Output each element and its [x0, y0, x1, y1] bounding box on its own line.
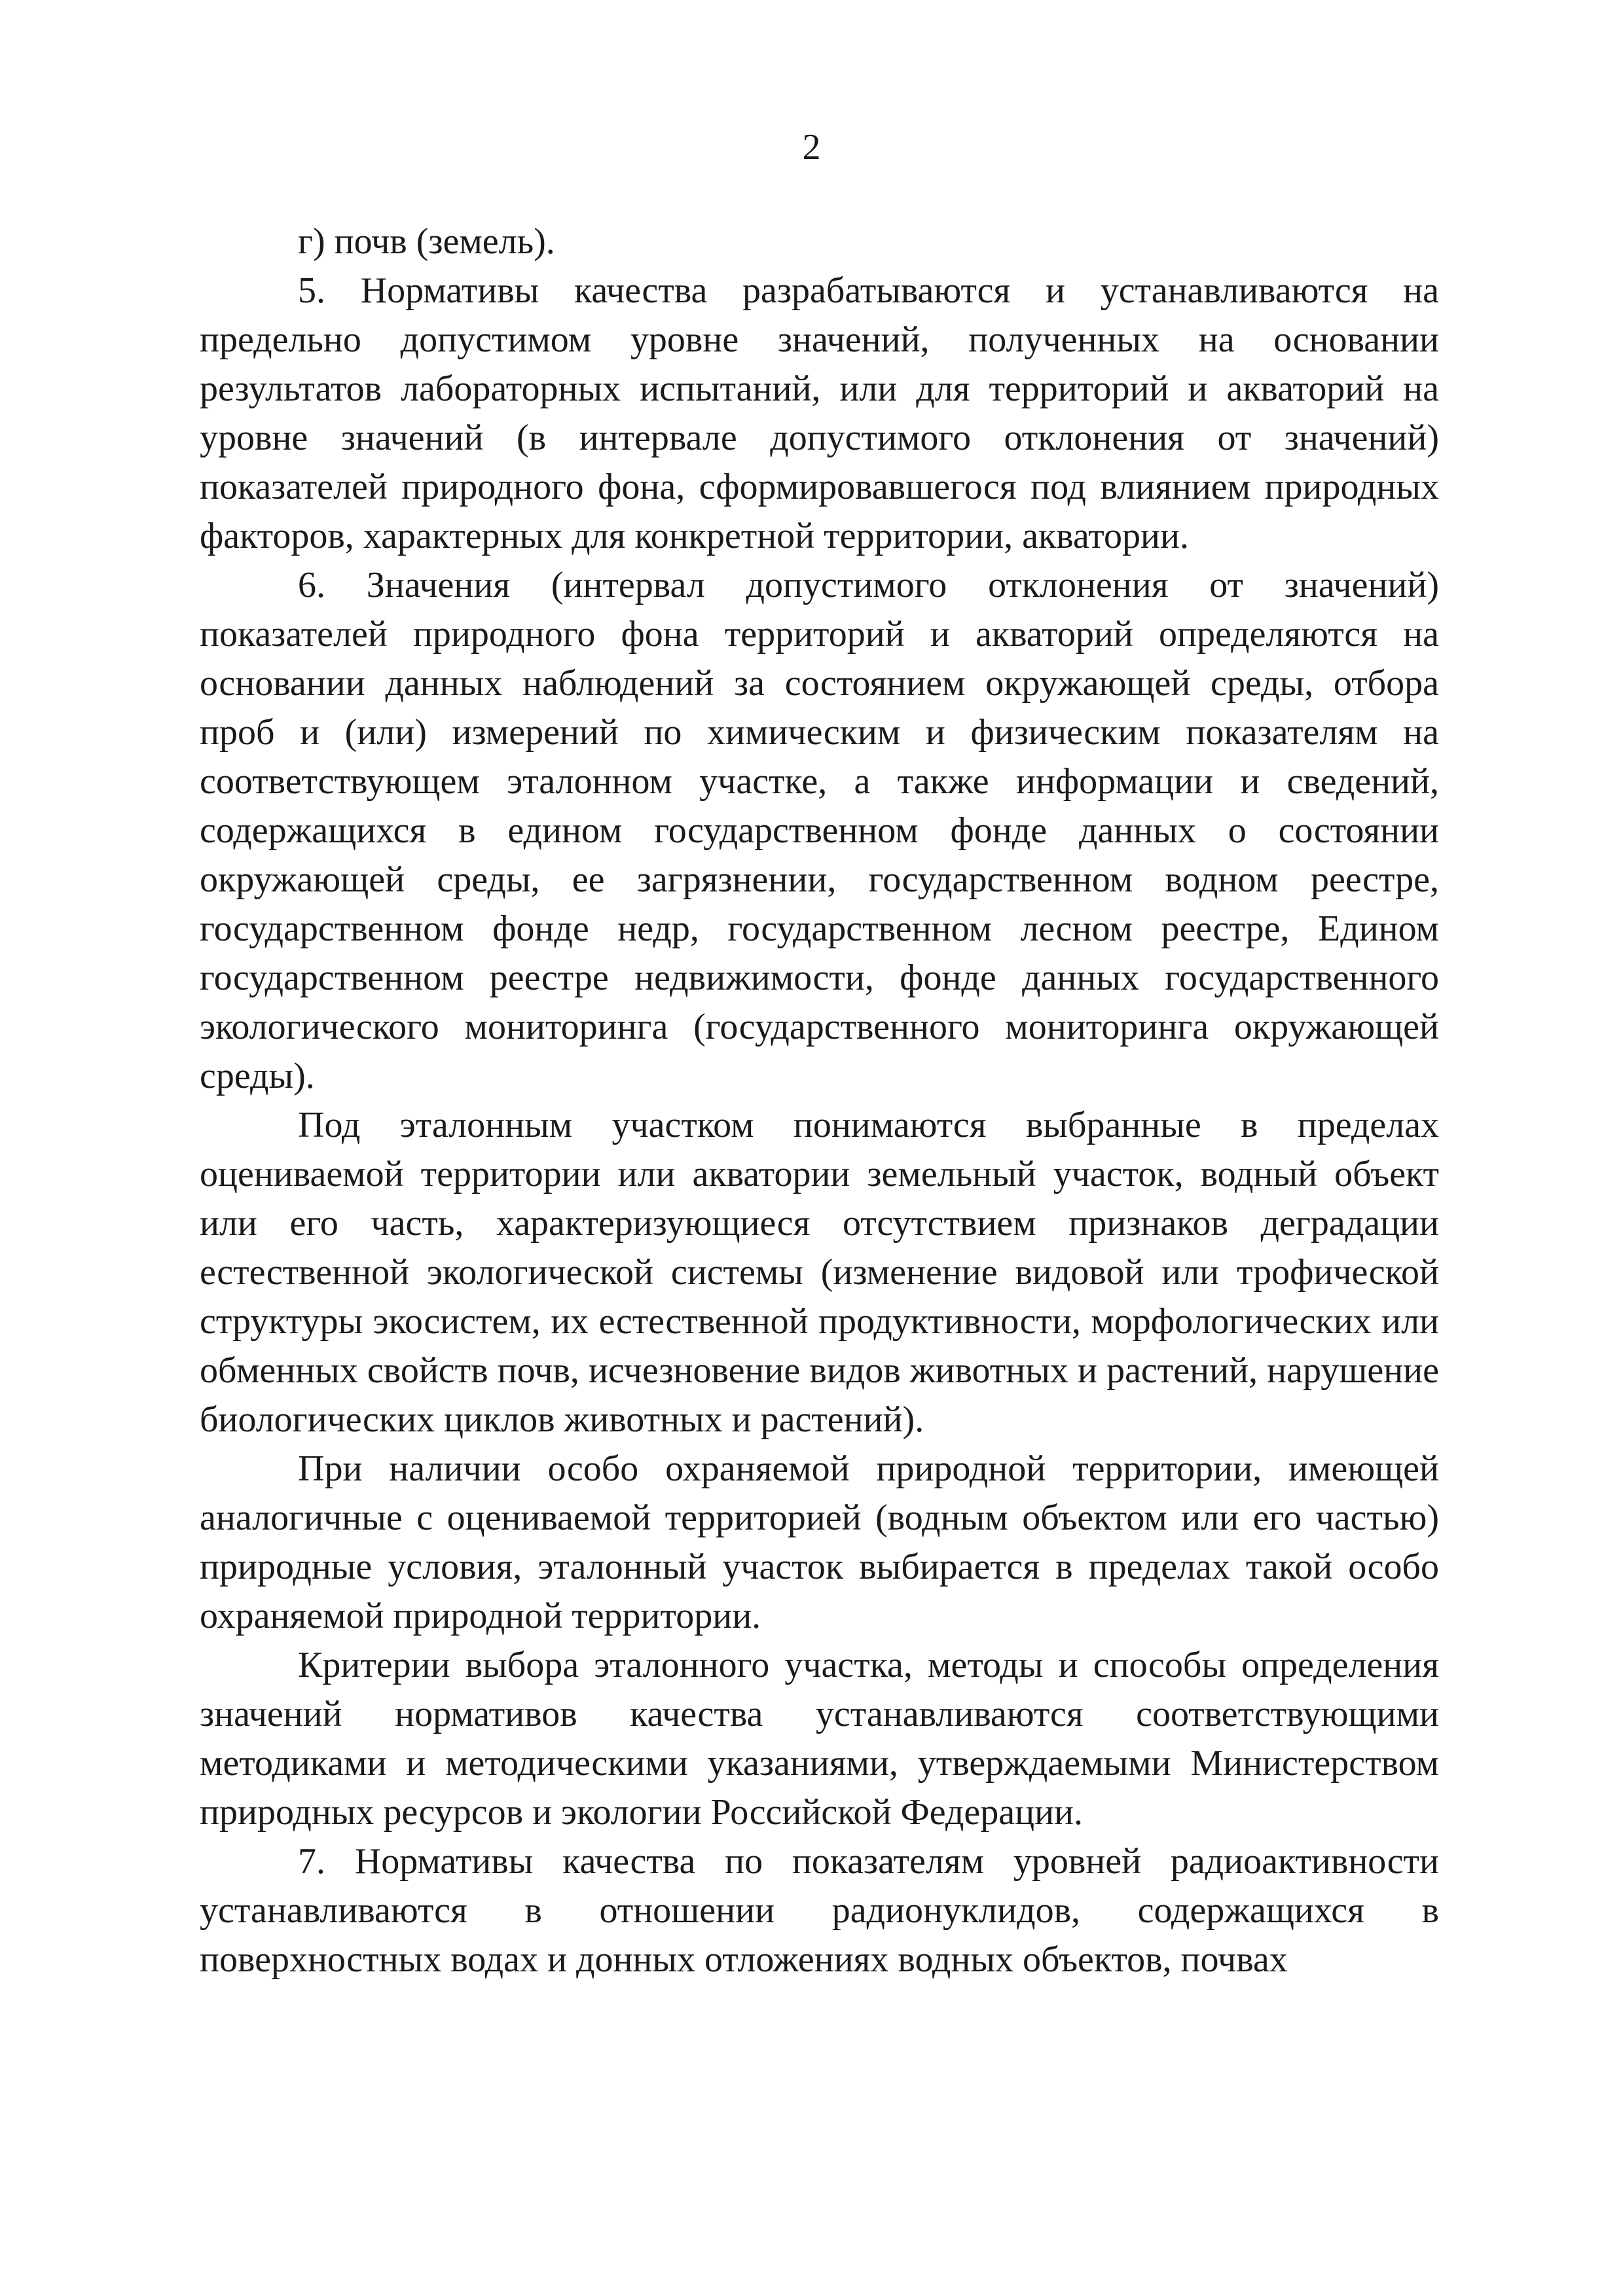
paragraph-item-g-soils: г) почв (земель).	[298, 221, 555, 262]
paragraph-point-5: 5. Нормативы качества разрабатываются и устанавливаются на предельно допустимом уровне значений, полученных на основании результатов лабораторных испытаний, или для территорий и акваторий на уровне значений (в интервале допустимого отклонения от значений) показателей природного фона, сформировавшегося под влиянием природных факторов, характерных для конкретной территории, акватории.	[200, 270, 1439, 556]
paragraph-point-7: 7. Нормативы качества по показателям уровней радиоактивности устанавливаются в отношении радионуклидов, содержащихся в поверхностных водах и донных отложениях водных объектов, почвах	[200, 1841, 1439, 1980]
page-number: 2	[802, 127, 821, 168]
paragraph-point-6: 6. Значения (интервал допустимого отклонения от значений) показателей природного фона территорий и акваторий определяются на основании данных наблюдений за состоянием окружающей среды, отбора проб и (или) измерений по химическим и физическим показателям на соответствующем эталонном участке, а также информации и сведений, содержащихся в едином государственном фонде данных о состоянии окружающей среды, ее загрязнении, государственном водном реестре, государственном фонде недр, государственном лесном реестре, Едином государственном реестре недвижимости, фонде данных государственного экологического мониторинга (государственного мониторинга окружающей среды).	[200, 565, 1439, 1096]
paragraph-selection-criteria: Критерии выбора эталонного участка, методы и способы определения значений нормативов качества устанавливаются соответствующими методиками и методическими указаниями, утверждаемыми Министерством природных ресурсов и экологии Российской Федерации.	[200, 1645, 1439, 1833]
document-body	[200, 217, 1439, 1984]
paragraph-reference-site-definition: Под эталонным участком понимаются выбранные в пределах оцениваемой территории или акватории земельный участок, водный объект или его часть, характеризующиеся отсутствием признаков деградации естественной экологической системы (изменение видовой или трофической структуры экосистем, их естественной продуктивности, морфологических или обменных свойств почв, исчезновение видов животных и растений, нарушение биологических циклов животных и растений).	[200, 1105, 1439, 1440]
paragraph-protected-territory: При наличии особо охраняемой природной территории, имеющей аналогичные с оцениваемой территорией (водным объектом или его частью) природные условия, эталонный участок выбирается в пределах такой особо охраняемой природной территории.	[200, 1448, 1439, 1636]
